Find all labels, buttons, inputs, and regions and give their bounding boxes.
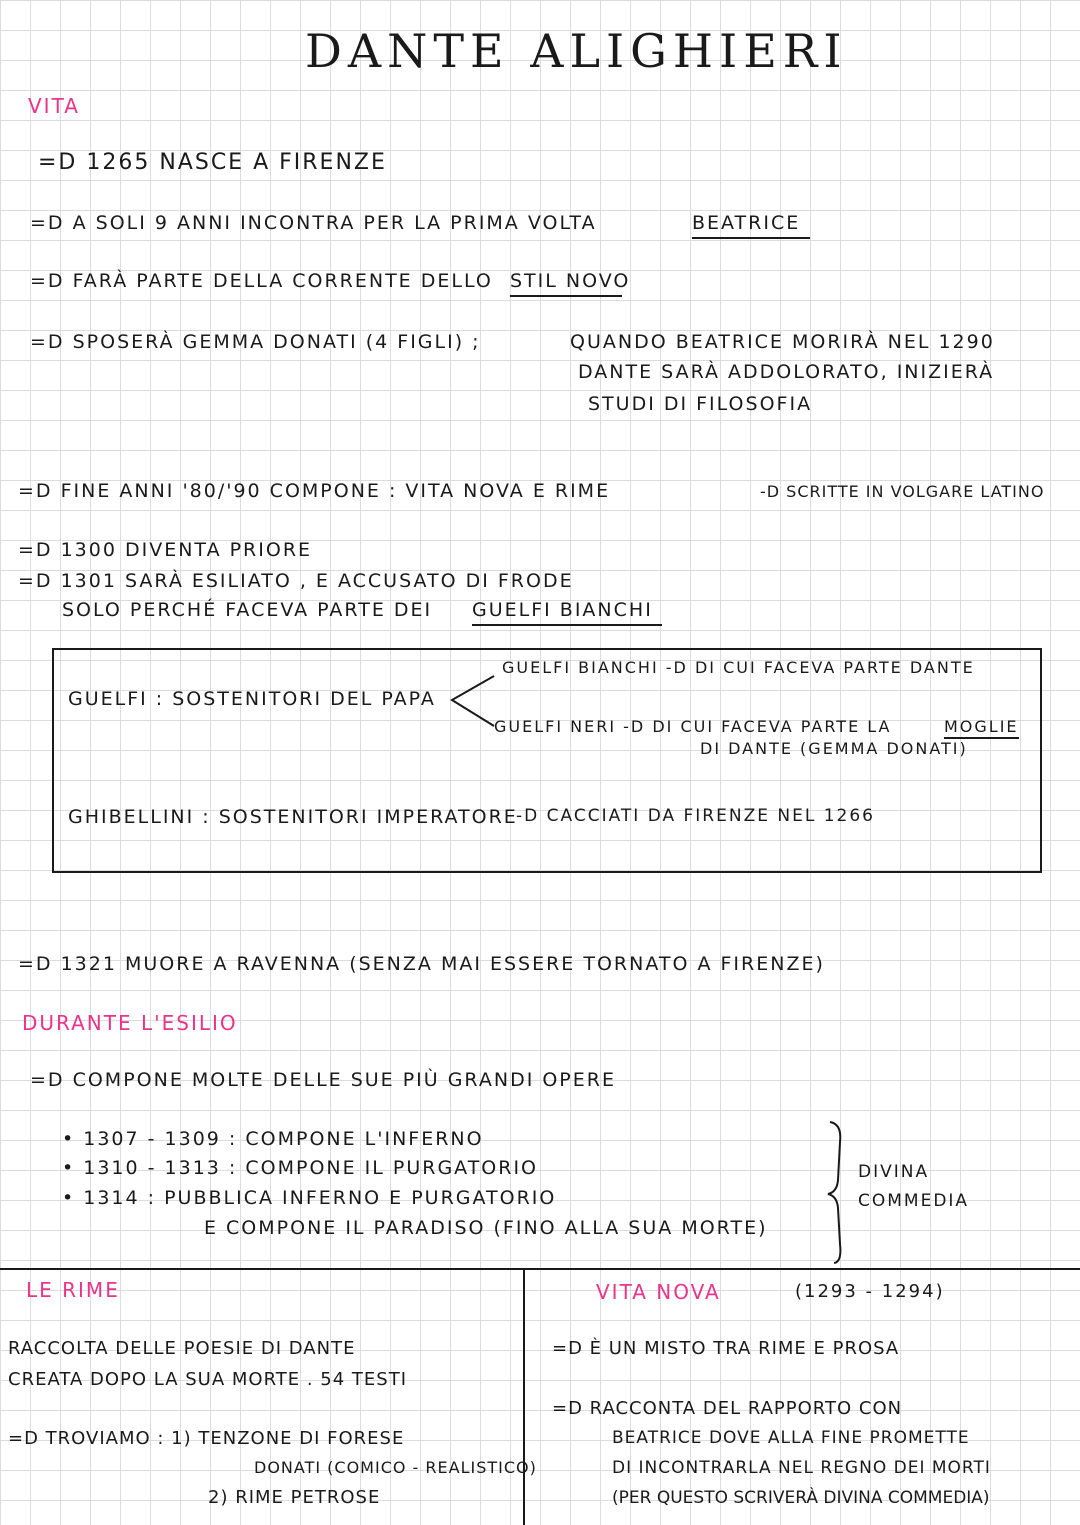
vita-line-birth: =D 1265 NASCE A FIRENZE <box>38 150 387 175</box>
vitanova-line-2: =D RACCONTA DEL RAPPORTO CON <box>552 1398 903 1419</box>
divider-horizontal <box>0 1268 1080 1270</box>
rime-line-1: RACCOLTA DELLE POESIE DI DANTE <box>8 1338 356 1359</box>
rime-line-5: 2) RIME PETROSE <box>208 1487 381 1508</box>
branch-bracket-icon <box>448 672 498 732</box>
divina-label: DIVINA <box>858 1162 930 1182</box>
vita-line-beatrice-name: BEATRICE <box>692 214 810 239</box>
vita-nova-years: (1293 - 1294) <box>795 1281 945 1302</box>
vita-line-stilnovo: =D FARÀ PARTE DELLA CORRENTE DELLO <box>30 270 493 292</box>
vitanova-line-1: =D È UN MISTO TRA RIME E PROSA <box>552 1338 900 1359</box>
box-ghibellini: GHIBELLINI : SOSTENITORI IMPERATORE <box>68 806 518 828</box>
vita-line-guelfi-bianchi: GUELFI BIANCHI <box>472 601 662 626</box>
vita-line-marriage: =D SPOSERÀ GEMMA DONATI (4 FIGLI) ; <box>30 331 481 353</box>
page-title: DANTE ALIGHIERI <box>305 24 848 78</box>
esilio-intro: =D COMPONE MOLTE DELLE SUE PIÙ GRANDI OPERE <box>30 1069 616 1091</box>
vitanova-line-5: (PER QUESTO SCRIVERÀ DIVINA COMMEDIA) <box>612 1488 990 1508</box>
vita-line-beatrice-death: QUANDO BEATRICE MORIRÀ NEL 1290 <box>570 331 995 353</box>
box-ghibellini-2: -D CACCIATI DA FIRENZE NEL 1266 <box>516 806 875 826</box>
box-guelfi-neri-2: DI DANTE (GEMMA DONATI) <box>700 739 968 758</box>
rime-line-3: =D TROVIAMO : 1) TENZONE DI FORESE <box>8 1428 405 1449</box>
vita-line-priore: =D 1300 DIVENTA PRIORE <box>18 539 313 561</box>
vita-line-addolorato: DANTE SARÀ ADDOLORATO, INIZIERÀ <box>578 361 995 383</box>
commedia-label: COMMEDIA <box>858 1191 970 1211</box>
vita-line-guelfi: SOLO PERCHÉ FACEVA PARTE DEI <box>62 599 433 621</box>
line-morte: =D 1321 MUORE A RAVENNA (SENZA MAI ESSERE TORNATO A FIRENZE) <box>18 953 825 975</box>
vita-line-beatrice: =D A SOLI 9 ANNI INCONTRA PER LA PRIMA VOLTA <box>30 212 597 234</box>
divider-vertical <box>523 1268 525 1525</box>
vitanova-line-4: DI INCONTRARLA NEL REGNO DEI MORTI <box>612 1458 991 1478</box>
box-guelfi-bianchi: GUELFI BIANCHI -D DI CUI FACEVA PARTE DANTE <box>502 658 975 677</box>
esilio-bullet-paradiso-2: E COMPONE IL PARADISO (FINO ALLA SUA MORTE) <box>204 1217 768 1239</box>
vitanova-line-3: BEATRICE DOVE ALLA FINE PROMETTE <box>612 1428 970 1448</box>
vita-line-filosofia: STUDI DI FILOSOFIA <box>588 393 813 415</box>
box-guelfi: GUELFI : SOSTENITORI DEL PAPA <box>68 688 436 710</box>
section-heading-vita: VITA <box>28 94 80 118</box>
section-heading-rime: LE RIME <box>26 1278 120 1302</box>
esilio-bullet-inferno: • 1307 - 1309 : COMPONE L'INFERNO <box>62 1128 484 1150</box>
curly-brace-icon <box>822 1120 852 1265</box>
rime-line-4: DONATI (COMICO - REALISTICO) <box>254 1458 537 1477</box>
box-guelfi-neri: GUELFI NERI -D DI CUI FACEVA PARTE LA <box>494 717 892 736</box>
vita-line-esilio: =D 1301 SARÀ ESILIATO , E ACCUSATO DI FRODE <box>18 570 574 592</box>
vita-line-stilnovo-name: STIL NOVO <box>510 272 622 297</box>
rime-line-2: CREATA DOPO LA SUA MORTE . 54 TESTI <box>8 1369 408 1390</box>
guelfi-ghibellini-box <box>52 648 1042 873</box>
vita-line-volgare: -D SCRITTE IN VOLGARE LATINO <box>760 482 1045 501</box>
esilio-bullet-purgatorio: • 1310 - 1313 : COMPONE IL PURGATORIO <box>62 1157 539 1179</box>
esilio-bullet-paradiso: • 1314 : PUBBLICA INFERNO E PURGATORIO <box>62 1187 557 1209</box>
section-heading-vita-nova: VITA NOVA <box>596 1280 721 1304</box>
vita-line-works: =D FINE ANNI '80/'90 COMPONE : VITA NOVA E RIME <box>18 480 611 502</box>
box-guelfi-neri-moglie: MOGLIE <box>944 719 1019 739</box>
section-heading-esilio: DURANTE L'ESILIO <box>22 1011 238 1035</box>
